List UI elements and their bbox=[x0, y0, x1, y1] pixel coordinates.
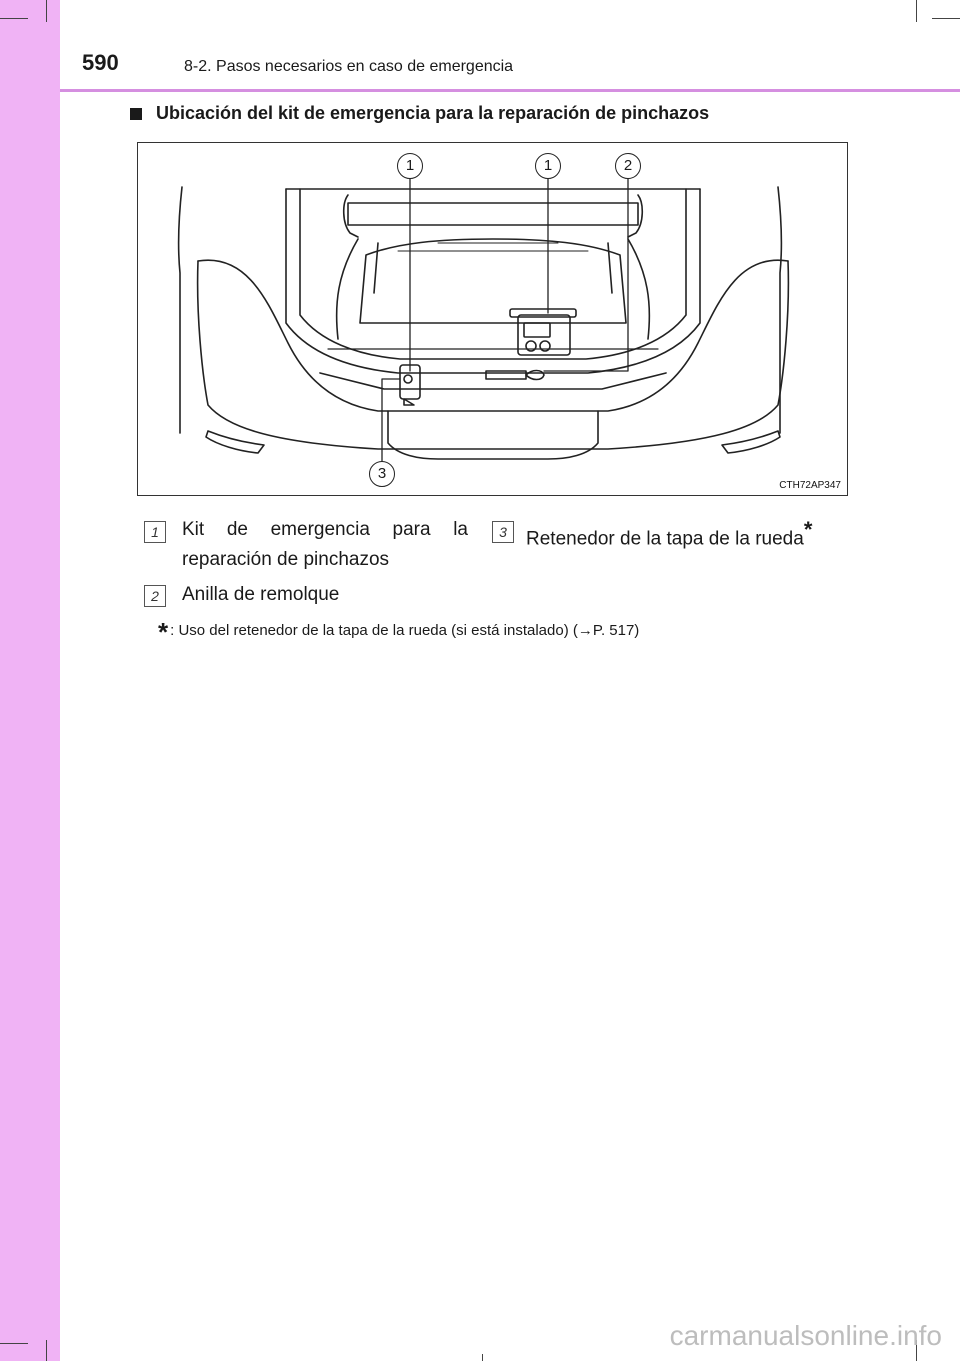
callout-3: 3 bbox=[369, 461, 395, 487]
header-rule bbox=[60, 89, 960, 92]
car-trunk-drawing bbox=[138, 143, 849, 497]
footnote-star: * bbox=[158, 617, 169, 647]
crop-mark bbox=[0, 18, 28, 19]
footnote-text: : Uso del retenedor de la tapa de la rueda (si está instalado) ( bbox=[170, 622, 578, 639]
crop-mark bbox=[482, 1354, 483, 1361]
callout-2: 2 bbox=[615, 153, 641, 179]
legend-item-1: Kit de emergencia para la reparación de pinchazos bbox=[182, 519, 468, 570]
footnote-ref: P. 517) bbox=[592, 622, 640, 639]
crop-mark bbox=[932, 18, 960, 19]
crop-mark bbox=[46, 1340, 47, 1361]
callout-1-right: 1 bbox=[535, 153, 561, 179]
legend-item-3 bbox=[526, 515, 836, 554]
legend-number-2: 2 bbox=[144, 585, 166, 607]
arrow-right-icon: → bbox=[577, 622, 593, 639]
legend-number-1: 1 bbox=[144, 521, 166, 543]
heading-text: Ubicación del kit de emergencia para la reparación de pinchazos bbox=[156, 103, 710, 123]
section-title: 8-2. Pasos necesarios en caso de emergencia bbox=[184, 58, 514, 75]
crop-mark bbox=[46, 0, 47, 22]
footnote bbox=[158, 617, 639, 648]
section-heading bbox=[130, 103, 709, 124]
legend-item-3-text: Retenedor de la tapa de la rueda bbox=[526, 528, 804, 550]
page-sidebar bbox=[0, 0, 60, 1361]
crop-mark bbox=[0, 1343, 28, 1344]
watermark: carmanualsonline.info bbox=[669, 1320, 942, 1351]
figure-code: CTH72AP347 bbox=[779, 480, 841, 491]
square-bullet-icon bbox=[130, 108, 142, 120]
page-number: 590 bbox=[82, 50, 119, 75]
legend-number-3: 3 bbox=[492, 521, 514, 543]
trunk-illustration bbox=[137, 142, 848, 496]
legend-item-3-star: * bbox=[803, 517, 813, 542]
legend-item-2: Anilla de remolque bbox=[182, 584, 340, 605]
crop-mark bbox=[916, 0, 917, 22]
callout-1-left: 1 bbox=[397, 153, 423, 179]
